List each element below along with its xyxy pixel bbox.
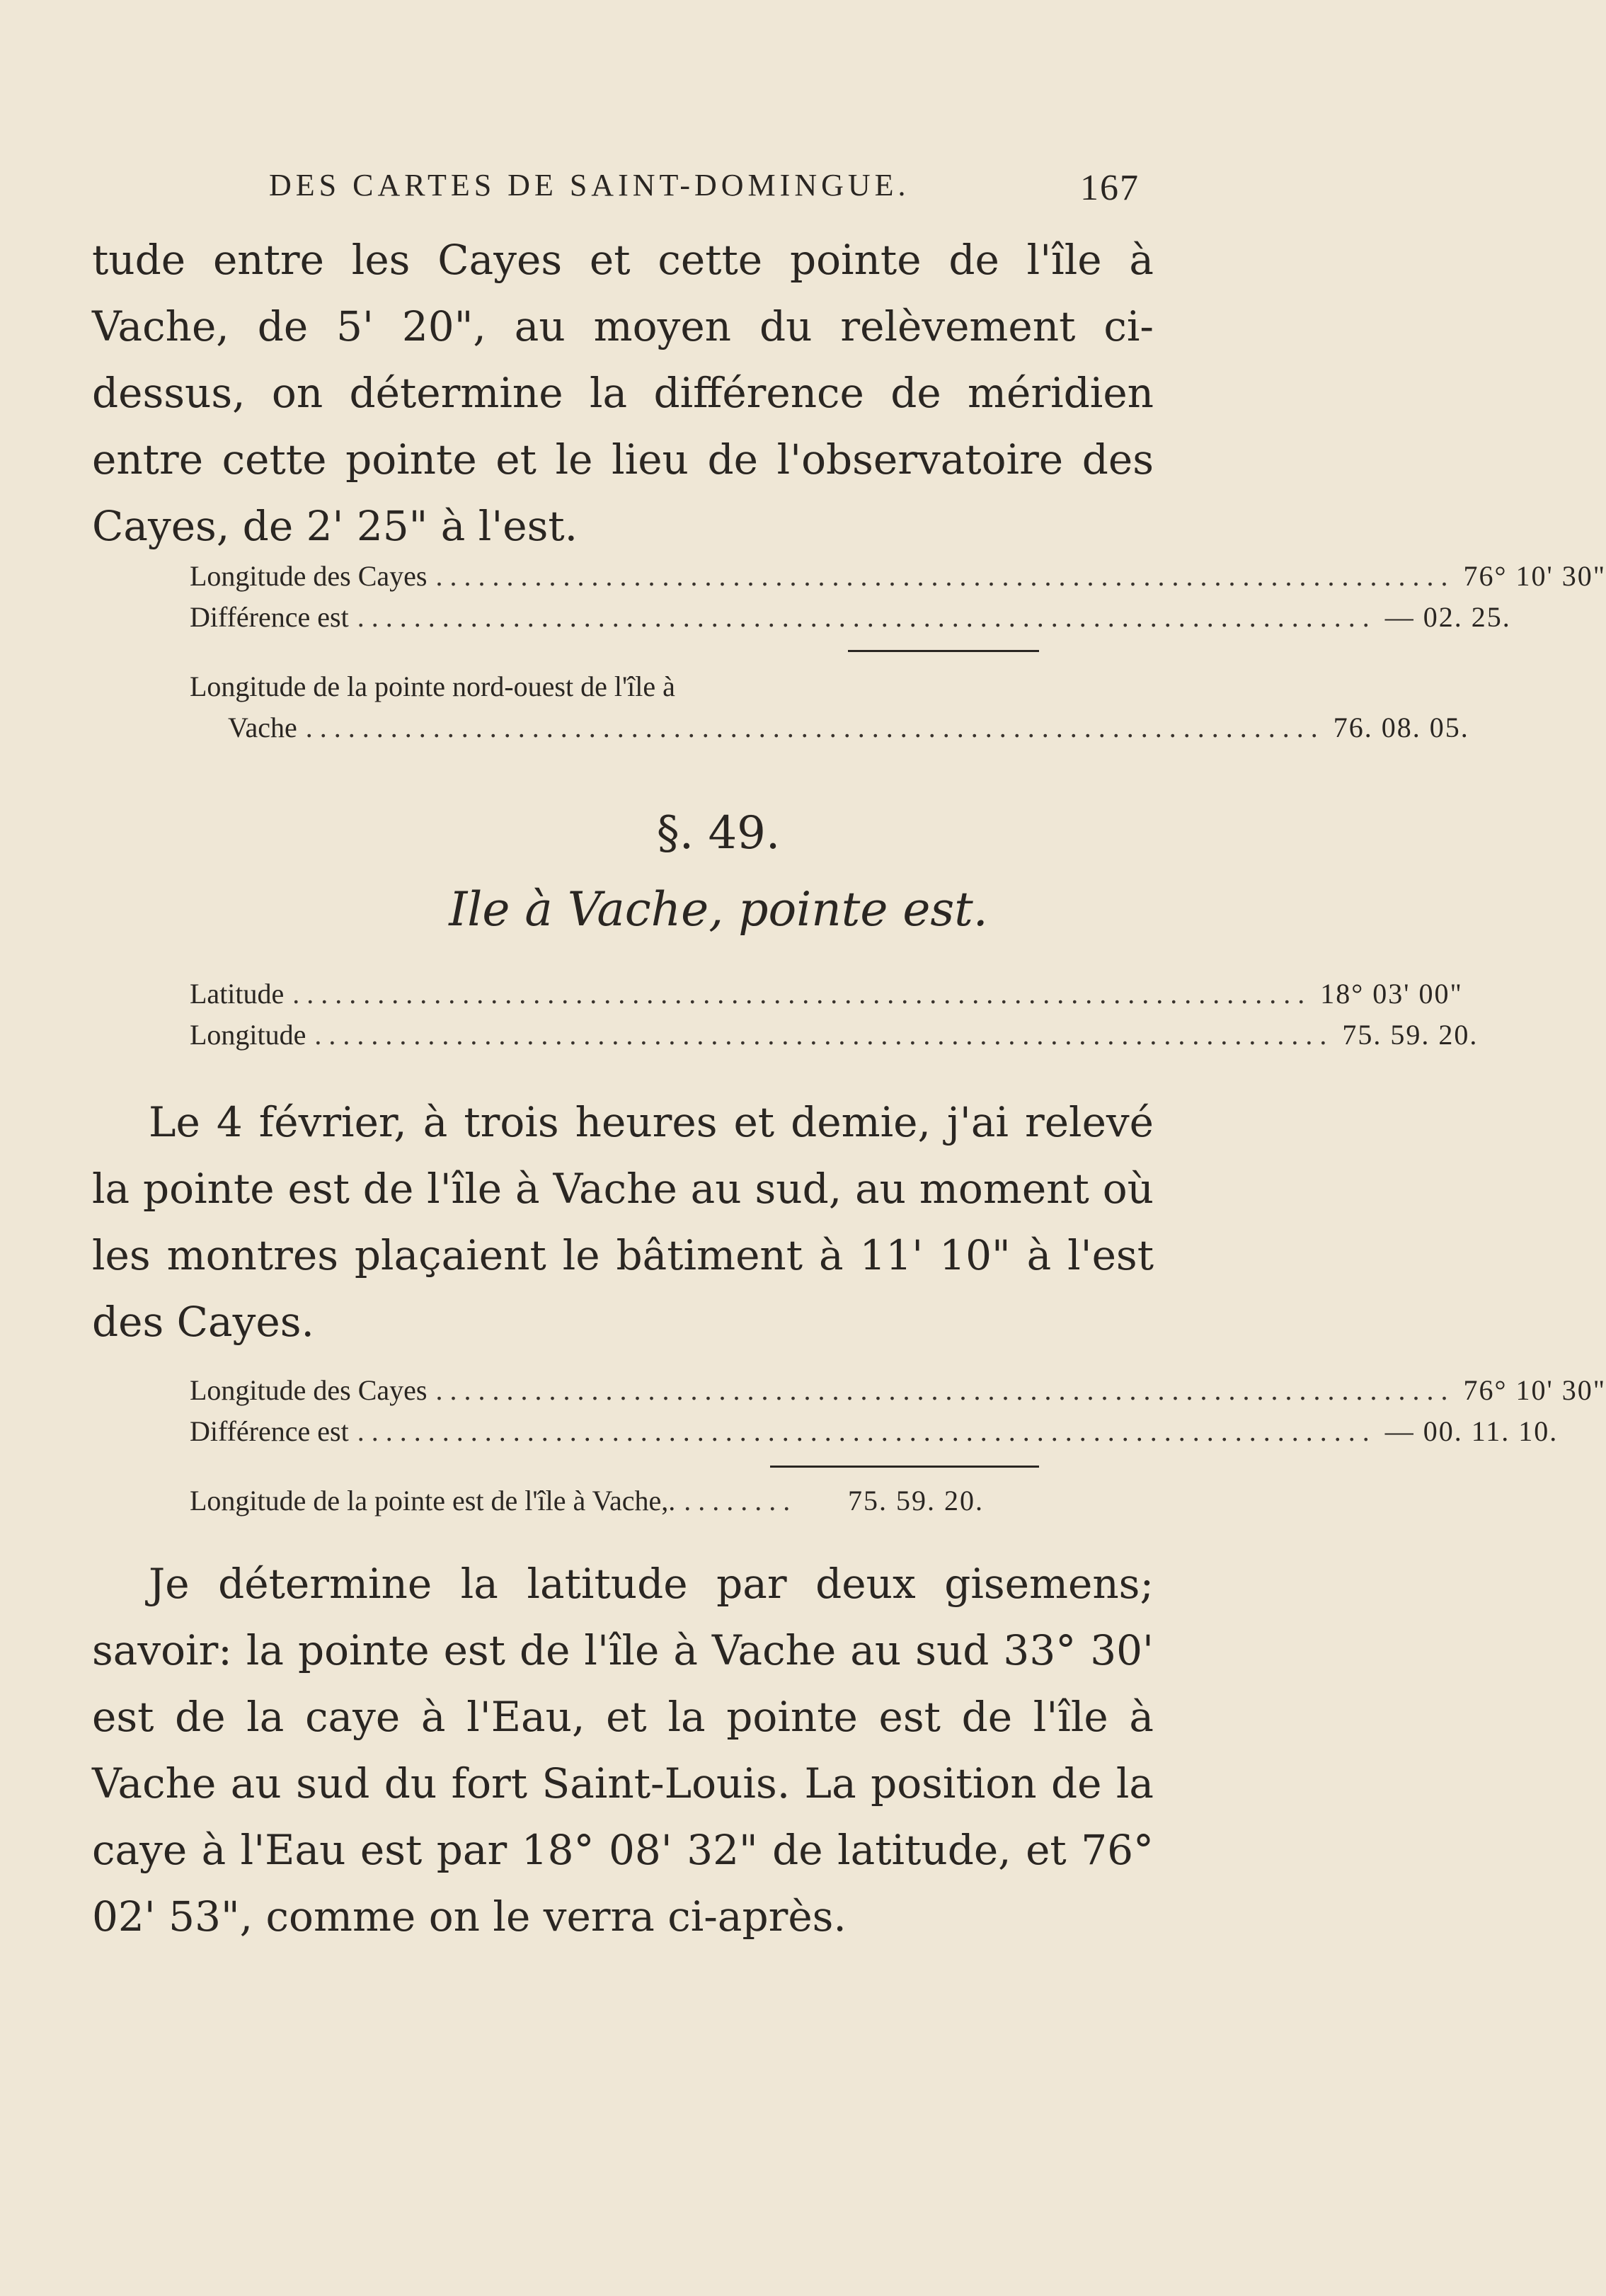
paragraph-1 bbox=[92, 227, 1154, 559]
leader-dots: ........................................................................ bbox=[435, 560, 1455, 592]
page-number: 167 bbox=[1080, 168, 1140, 208]
paragraph-3 bbox=[92, 1550, 1154, 1950]
table-row bbox=[190, 559, 1606, 600]
leader-dots: ........................................................................ bbox=[357, 601, 1377, 633]
row-value: — 02. 25. bbox=[1384, 601, 1511, 633]
paragraph-2-text: Le 4 février, à trois heures et demie, j'ai relevé la pointe est de l'île à Vache au sud, au moment où les montres plaçaient le bâtiment à 11' 10" à l'est des Cayes. bbox=[92, 1098, 1154, 1346]
table-3 bbox=[190, 1373, 1606, 1525]
leader-dots: ........................................................................ bbox=[305, 712, 1325, 743]
paragraph-2 bbox=[92, 1089, 1154, 1355]
table-row bbox=[190, 711, 1469, 752]
row-label: Longitude des Cayes bbox=[190, 560, 428, 592]
row-value: 76° 10' 30" bbox=[1463, 560, 1606, 592]
leader-dots: ........................................................................ bbox=[435, 1374, 1455, 1406]
row-value: 75. 59. 20. bbox=[1342, 1019, 1479, 1051]
paragraph-3-text: Je détermine la latitude par deux gisemens; savoir: la pointe est de l'île à Vache au sud 33° 30' est de la caye à l'Eau, et la pointe est de l'île à Vache au sud du fort Saint-Louis. La position de la caye à l'Eau est par 18° 08' 32" de latitude, et 76° 02' 53", comme on le verra ci-après. bbox=[92, 1560, 1154, 1941]
table-row bbox=[190, 977, 1463, 1018]
row-label: Vache bbox=[228, 712, 297, 743]
table-row bbox=[190, 600, 1511, 641]
row-value: — 00. 11. 10. bbox=[1384, 1415, 1559, 1447]
section-number: §. 49. bbox=[656, 807, 781, 859]
header-title: DES CARTES DE SAINT-DOMINGUE. bbox=[269, 168, 910, 202]
table-2 bbox=[190, 977, 1479, 1059]
leader-dots: ........................................................................ bbox=[357, 1415, 1377, 1447]
row-label: Longitude de la pointe nord-ouest de l'île à bbox=[190, 670, 675, 702]
leader-dots: ........ bbox=[684, 1485, 798, 1517]
sum-rule bbox=[848, 650, 1039, 652]
table-row bbox=[190, 1373, 1606, 1415]
section-title: Ile à Vache, pointe est. bbox=[449, 882, 988, 937]
table-row bbox=[190, 1484, 1039, 1525]
row-label: Différence est bbox=[190, 601, 349, 633]
paragraph-1-text: tude entre les Cayes et cette pointe de l'île à Vache, de 5' 20", au moyen du relèvement ci-dessus, on détermine la différence de méridien entre cette pointe et le lieu de l'observatoire des Cayes, de 2' 25" à l'est. bbox=[92, 236, 1154, 550]
row-label: Latitude bbox=[190, 978, 285, 1010]
row-label: Longitude bbox=[190, 1019, 306, 1051]
table-row bbox=[190, 1415, 1559, 1456]
sum-rule bbox=[770, 1466, 1039, 1468]
running-header bbox=[269, 167, 1140, 210]
table-row bbox=[190, 1018, 1479, 1059]
leader-dots: ........................................................................ bbox=[292, 978, 1312, 1010]
row-label: Longitude des Cayes bbox=[190, 1374, 428, 1406]
table-row bbox=[190, 670, 1039, 711]
row-label: Différence est bbox=[190, 1415, 349, 1447]
leader-dots: ........................................................................ bbox=[314, 1019, 1334, 1051]
table-1 bbox=[190, 559, 1606, 752]
row-value: 76° 10' 30" bbox=[1463, 1374, 1606, 1406]
row-value: 76. 08. 05. bbox=[1333, 712, 1469, 743]
row-value: 75. 59. 20. bbox=[848, 1485, 984, 1517]
row-value: 18° 03' 00" bbox=[1320, 978, 1463, 1010]
row-label: Longitude de la pointe est de l'île à Vache,. bbox=[190, 1485, 676, 1517]
